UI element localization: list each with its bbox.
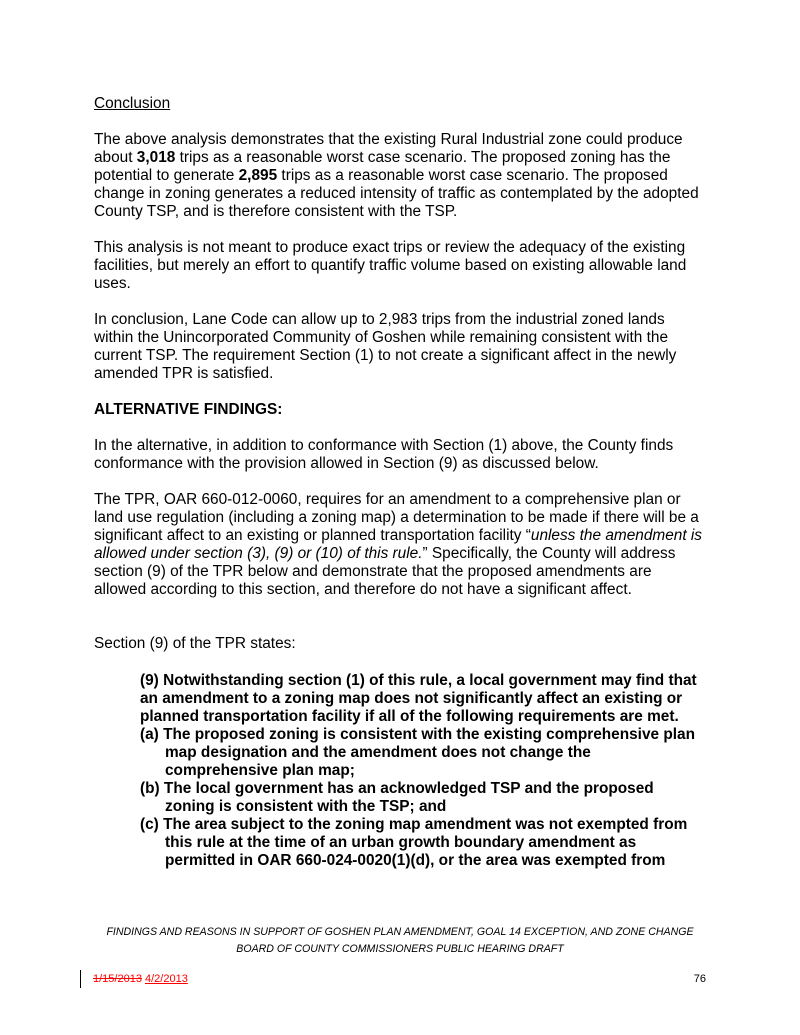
date-inserted: 4/2/2013 xyxy=(145,973,188,985)
paragraph-section-intro xyxy=(94,635,706,653)
footer-title xyxy=(0,924,800,958)
heading-text: ALTERNATIVE FINDINGS: xyxy=(94,401,283,418)
heading-text: Conclusion xyxy=(94,95,171,112)
conclusion-heading xyxy=(94,95,706,113)
page-number: 76 xyxy=(693,973,706,985)
paragraph-text: In conclusion, Lane Code can allow up to 2,983 trips from the industrial zoned lands within the Unincorporated Community of Goshen while remaining consistent with the current TSP. The requirement Section (1) to not create a significant affect in the newly amended TPR is satisfied. xyxy=(94,311,677,382)
trip-count-proposed: 2,895 xyxy=(238,167,278,184)
paragraph-purpose xyxy=(94,239,706,293)
paragraph-analysis xyxy=(94,131,706,221)
paragraph-text: ” Specifically, the County will address section (9) of the TPR below and demonstrate that the proposed amendments are allowed according to this section, and therefore do not have a significant affect. xyxy=(94,545,676,598)
paragraph-text: In the alternative, in addition to conformance with Section (1) above, the County finds conformance with the provision allowed in Section (9) as discussed below. xyxy=(94,437,674,472)
footer-date xyxy=(93,972,188,986)
quote-item-b: (b) The local government has an acknowledged TSP and the proposed zoning is consistent with the TSP; and xyxy=(140,780,654,815)
paragraph-text: Section (9) of the TPR states: xyxy=(94,635,296,652)
paragraph-text: The TPR, OAR 660-012-0060, requires for an amendment to a comprehensive plan or land use regulation (including a zoning map) a determination to be made if there will be a significant affect to an existing or planned transportation facility “ xyxy=(94,491,699,544)
quote-item-a: (a) The proposed zoning is consistent with the existing comprehensive plan map designation and the amendment does not change the comprehensive plan map; xyxy=(140,726,695,779)
paragraph-text: trips as a reasonable worst case scenario. The proposed change in zoning generates a reduced intensity of traffic as contemplated by the adopted County TSP, and is therefore consistent with the TSP. xyxy=(94,167,699,220)
block-quote xyxy=(140,672,706,870)
quote-intro: (9) Notwithstanding section (1) of this rule, a local government may find that an amendment to a zoning map does not significantly affect an existing or planned transportation facility if all of the following requirements are met. xyxy=(140,672,697,725)
paragraph-alternative xyxy=(94,437,706,473)
paragraph-text: This analysis is not meant to produce exact trips or review the adequacy of the existing facilities, but merely an effort to quantify traffic volume based on existing allowable land uses. xyxy=(94,239,687,292)
italic-quote: unless the amendment is allowed under section (3), (9) or (10) of this rule. xyxy=(94,527,702,562)
paragraph-conclusion xyxy=(94,311,706,383)
trip-count-existing: 3,018 xyxy=(136,149,176,166)
date-deleted: 1/15/2013 xyxy=(93,973,142,985)
quote-item-c: (c) The area subject to the zoning map amendment was not exempted from this rule at the time of an urban growth boundary amendment as permitted in OAR 660-024-0020(1)(d), or the area was exempted from xyxy=(140,816,688,869)
footer-line-1: FINDINGS AND REASONS IN SUPPORT OF GOSHEN PLAN AMENDMENT, GOAL 14 EXCEPTION, AND ZONE CHANGE xyxy=(106,926,694,938)
paragraph-text: trips as a reasonable worst case scenario. The proposed zoning has the potential to generate xyxy=(94,149,671,184)
footer-line-2: BOARD OF COUNTY COMMISSIONERS PUBLIC HEARING DRAFT xyxy=(236,943,564,955)
alternative-findings-heading xyxy=(94,401,706,419)
paragraph-text: The above analysis demonstrates that the existing Rural Industrial zone could produce about xyxy=(94,131,683,166)
paragraph-tpr xyxy=(94,491,706,599)
revision-bar xyxy=(80,970,81,988)
